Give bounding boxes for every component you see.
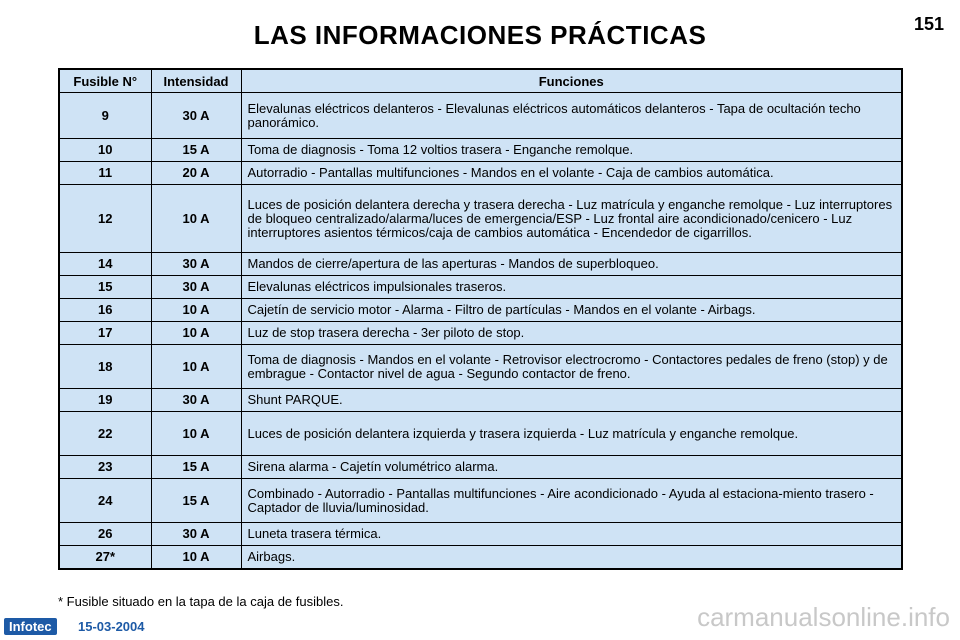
fuse-number-cell: 11 <box>59 162 151 185</box>
table-row <box>59 345 902 389</box>
fuse-number-cell: 22 <box>59 412 151 456</box>
table-row <box>59 299 902 322</box>
functions-cell: Mandos de cierre/apertura de las aperturas - Mandos de superbloqueo. <box>241 253 902 276</box>
intensity-cell: 30 A <box>151 523 241 546</box>
functions-cell: Airbags. <box>241 546 902 569</box>
table-row <box>59 322 902 345</box>
fuse-number-cell: 10 <box>59 139 151 162</box>
fuse-number-cell: 18 <box>59 345 151 389</box>
table-row <box>59 479 902 523</box>
intensity-cell: 20 A <box>151 162 241 185</box>
intensity-cell: 15 A <box>151 456 241 479</box>
functions-cell: Elevalunas eléctricos impulsionales traseros. <box>241 276 902 299</box>
table-row <box>59 93 902 139</box>
functions-cell: Cajetín de servicio motor - Alarma - Filtro de partículas - Mandos en el volante - Airbags. <box>241 299 902 322</box>
intensity-cell: 10 A <box>151 345 241 389</box>
table-row <box>59 523 902 546</box>
fuse-number-cell: 27* <box>59 546 151 569</box>
functions-cell: Luces de posición delantera izquierda y trasera izquierda - Luz matrícula y enganche remolque. <box>241 412 902 456</box>
intensity-cell: 15 A <box>151 479 241 523</box>
fuse-number-cell: 14 <box>59 253 151 276</box>
functions-cell: Elevalunas eléctricos delanteros - Elevalunas eléctricos automáticos delanteros - Tapa de ocultación techo panorámico. <box>241 93 902 139</box>
functions-cell: Combinado - Autorradio - Pantallas multifunciones - Aire acondicionado - Ayuda al estaciona-miento trasero - Captador de lluvia/luminosidad. <box>241 479 902 523</box>
fuse-number-cell: 19 <box>59 389 151 412</box>
table-header-row <box>59 69 902 93</box>
functions-cell: Luneta trasera térmica. <box>241 523 902 546</box>
intensity-cell: 10 A <box>151 412 241 456</box>
fuse-number-cell: 16 <box>59 299 151 322</box>
header-functions: Funciones <box>241 69 902 93</box>
fuse-number-cell: 12 <box>59 185 151 253</box>
intensity-cell: 10 A <box>151 185 241 253</box>
watermark: carmanualsonline.info <box>697 602 950 632</box>
table-row <box>59 162 902 185</box>
functions-cell: Sirena alarma - Cajetín volumétrico alarma. <box>241 456 902 479</box>
functions-cell: Luz de stop trasera derecha - 3er piloto de stop. <box>241 322 902 345</box>
fuse-number-cell: 17 <box>59 322 151 345</box>
functions-cell: Toma de diagnosis - Toma 12 voltios trasera - Enganche remolque. <box>241 139 902 162</box>
fuse-number-cell: 26 <box>59 523 151 546</box>
fuse-number-cell: 24 <box>59 479 151 523</box>
intensity-cell: 30 A <box>151 93 241 139</box>
intensity-cell: 30 A <box>151 389 241 412</box>
fuse-table <box>58 68 903 570</box>
intensity-cell: 10 A <box>151 546 241 569</box>
fuse-number-cell: 9 <box>59 93 151 139</box>
functions-cell: Shunt PARQUE. <box>241 389 902 412</box>
table-row <box>59 456 902 479</box>
table-row <box>59 139 902 162</box>
footnote: * Fusible situado en la tapa de la caja de fusibles. <box>58 594 344 609</box>
table-row <box>59 546 902 569</box>
fuse-number-cell: 23 <box>59 456 151 479</box>
intensity-cell: 10 A <box>151 322 241 345</box>
page-number: 151 <box>913 14 944 34</box>
table-row <box>59 276 902 299</box>
functions-cell: Luces de posición delantera derecha y trasera derecha - Luz matrícula y enganche remolque - Luz interruptores de bloqueo centralizado/alarma/luces de emergencia/ESP - Luz frontal aire acondicionado/cenicero - Luz interruptores asientos térmicos/caja de cambios automática - Encendedor de cigarrillos. <box>241 185 902 253</box>
intensity-cell: 10 A <box>151 299 241 322</box>
table-row <box>59 389 902 412</box>
functions-cell: Autorradio - Pantallas multifunciones - Mandos en el volante - Caja de cambios automática. <box>241 162 902 185</box>
table-row <box>59 412 902 456</box>
table-row <box>59 185 902 253</box>
footer-date: 15-03-2004 <box>78 619 145 634</box>
intensity-cell: 30 A <box>151 276 241 299</box>
fuse-number-cell: 15 <box>59 276 151 299</box>
infotec-logo: Infotec <box>4 618 57 635</box>
table-row <box>59 253 902 276</box>
page-title: LAS INFORMACIONES PRÁCTICAS <box>253 20 707 50</box>
header-fuse-number: Fusible N° <box>59 69 151 93</box>
intensity-cell: 15 A <box>151 139 241 162</box>
intensity-cell: 30 A <box>151 253 241 276</box>
functions-cell: Toma de diagnosis - Mandos en el volante - Retrovisor electrocromo - Contactores pedales de freno (stop) y de embrague - Contactor nivel de agua - Segundo contactor de freno. <box>241 345 902 389</box>
header-intensity: Intensidad <box>151 69 241 93</box>
